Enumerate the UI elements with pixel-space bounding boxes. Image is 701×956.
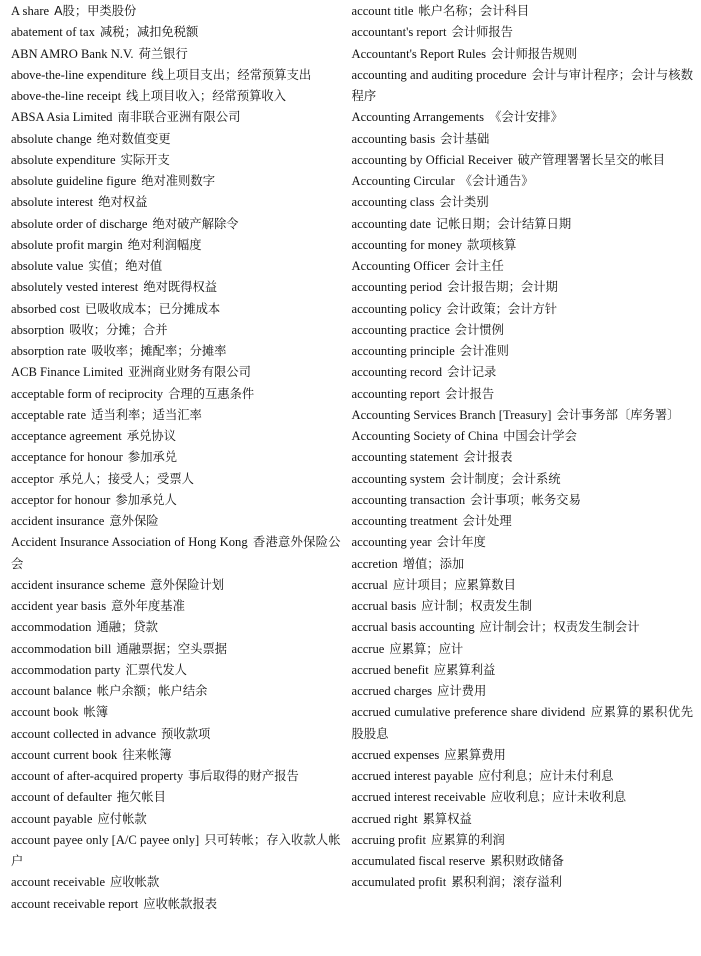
entry-definition: 绝对破产解除令 bbox=[152, 216, 239, 231]
entry-definition: 应累算费用 bbox=[444, 747, 506, 762]
dictionary-entry bbox=[11, 22, 341, 43]
entry-term: ABN AMRO Bank N.V. bbox=[11, 46, 134, 61]
entry-term: accounting policy bbox=[351, 301, 442, 316]
dictionary-entry bbox=[11, 702, 341, 723]
dictionary-entry bbox=[11, 235, 341, 256]
entry-term: absolute guideline figure bbox=[11, 174, 137, 188]
entry-definition: 应收帐款 bbox=[110, 875, 160, 890]
dictionary-entry bbox=[11, 660, 341, 681]
entry-definition: 线上项目收入；经常预算收入 bbox=[126, 89, 287, 103]
entry-term: acceptable rate bbox=[11, 407, 87, 422]
entry-term: Accounting Arrangements bbox=[351, 110, 485, 125]
entry-definition: 合理的互惠条件 bbox=[168, 386, 255, 401]
dictionary-entry bbox=[11, 129, 341, 150]
entry-term: accommodation bbox=[11, 620, 92, 635]
dictionary-entry bbox=[352, 22, 693, 43]
dictionary-entry bbox=[11, 65, 341, 86]
dictionary-entry bbox=[352, 107, 693, 128]
entry-definition: 南非联合亚洲有限公司 bbox=[117, 110, 241, 125]
entry-term: account of defaulter bbox=[11, 790, 112, 805]
dictionary-entry bbox=[11, 1, 341, 22]
entry-term: accounting principle bbox=[351, 344, 455, 358]
entry-term: Accounting Officer bbox=[351, 259, 450, 273]
entry-term: absolute change bbox=[11, 131, 92, 146]
entry-term: account balance bbox=[11, 684, 92, 698]
entry-term: accrual bbox=[351, 577, 388, 592]
entry-definition: 会计制度；会计系统 bbox=[449, 471, 561, 486]
entry-definition: 应付利息；应计未付利息 bbox=[478, 769, 614, 783]
entry-definition: 线上项目支出；经常预算支出 bbox=[151, 67, 312, 82]
entry-term: accounting treatment bbox=[351, 514, 458, 528]
entry-term: accident insurance bbox=[11, 514, 105, 528]
dictionary-entry bbox=[11, 192, 341, 213]
dictionary-entry bbox=[352, 447, 693, 468]
entry-definition: 帐户余额；帐户结余 bbox=[96, 684, 208, 698]
dictionary-entry bbox=[352, 44, 693, 65]
entry-term: Accounting Services Branch [Treasury] bbox=[351, 407, 552, 422]
entry-definition: 款项核算 bbox=[467, 237, 517, 252]
dictionary-entry bbox=[352, 1, 693, 22]
entry-term: absolute profit margin bbox=[11, 237, 123, 252]
entry-definition: A股；甲类股份 bbox=[54, 4, 137, 18]
entry-definition: 《会计安排》 bbox=[489, 110, 563, 125]
entry-definition: 应累算利益 bbox=[433, 662, 496, 677]
dictionary-entry bbox=[352, 575, 693, 596]
dictionary-entry bbox=[352, 554, 693, 575]
entry-term: accounting for money bbox=[351, 237, 463, 252]
entry-definition: 吸收；分摊；合并 bbox=[69, 322, 168, 337]
dictionary-entry bbox=[352, 426, 693, 447]
entry-definition: 已吸收成本；已分摊成本 bbox=[84, 301, 221, 316]
dictionary-entry bbox=[352, 256, 693, 277]
dictionary-entry bbox=[11, 639, 341, 660]
entry-term: accounting system bbox=[351, 471, 445, 486]
dictionary-entry bbox=[352, 745, 693, 766]
dictionary-entry bbox=[352, 681, 693, 702]
entry-definition: 会计与审计程序；会计与核数程序 bbox=[351, 67, 693, 103]
dictionary-entry bbox=[11, 214, 341, 235]
entry-definition: 会计报告 bbox=[445, 386, 495, 401]
dictionary-entry bbox=[11, 511, 341, 532]
dictionary-entry bbox=[352, 872, 693, 893]
entry-definition: 吸收率；摊配率；分摊率 bbox=[91, 344, 227, 358]
entry-term: accrued right bbox=[351, 811, 418, 826]
entry-term: account title bbox=[351, 4, 414, 18]
entry-term: Accounting Society of China bbox=[351, 429, 499, 443]
entry-term: account current book bbox=[11, 747, 118, 762]
dictionary-entry bbox=[11, 894, 341, 915]
entry-term: accounting year bbox=[351, 535, 432, 550]
entry-definition: 香港意外保险公会 bbox=[11, 535, 341, 571]
entry-definition: 帐户名称；会计科目 bbox=[418, 4, 530, 18]
entry-definition: 会计惯例 bbox=[454, 322, 504, 337]
entry-term: accumulated profit bbox=[351, 875, 447, 890]
dictionary-entry bbox=[352, 851, 693, 872]
dictionary-entry bbox=[352, 405, 693, 426]
entry-term: accounting basis bbox=[351, 131, 436, 146]
dictionary-entry bbox=[352, 809, 693, 830]
right-column bbox=[352, 1, 693, 956]
entry-definition: 会计年度 bbox=[436, 535, 486, 550]
dictionary-entry bbox=[11, 745, 341, 766]
entry-term: account collected in advance bbox=[11, 726, 157, 741]
entry-definition: 往来帐簿 bbox=[122, 747, 172, 762]
dictionary-entry bbox=[11, 256, 341, 277]
entry-term: acceptor bbox=[11, 471, 54, 486]
entry-term: accounting record bbox=[351, 365, 443, 380]
entry-definition: 帐簿 bbox=[83, 705, 109, 720]
entry-term: accumulated fiscal reserve bbox=[351, 854, 486, 868]
dictionary-entry bbox=[352, 532, 693, 553]
dictionary-entry bbox=[352, 787, 693, 808]
entry-term: accommodation bill bbox=[11, 641, 112, 656]
entry-term: abatement of tax bbox=[11, 25, 95, 40]
entry-definition: 应计制；权责发生制 bbox=[421, 599, 532, 613]
entry-term: acceptable form of reciprocity bbox=[11, 386, 164, 401]
entry-definition: 会计基础 bbox=[440, 131, 490, 146]
entry-term: Accounting Circular bbox=[351, 174, 455, 188]
entry-definition: 中国会计学会 bbox=[503, 429, 577, 443]
entry-definition: 破产管理署署长呈交的帐目 bbox=[517, 152, 666, 167]
dictionary-entry bbox=[11, 107, 341, 128]
entry-definition: 增值；添加 bbox=[402, 556, 465, 571]
entry-definition: 会计师报告规则 bbox=[491, 46, 578, 61]
dictionary-entry bbox=[352, 299, 693, 320]
entry-definition: 会计处理 bbox=[462, 514, 512, 528]
entry-definition: 会计报告期；会计期 bbox=[447, 280, 558, 295]
entry-definition: 会计准则 bbox=[459, 344, 509, 358]
entry-term: accrue bbox=[351, 641, 385, 656]
entry-definition: 通融票据；空头票据 bbox=[116, 641, 228, 656]
dictionary-entry bbox=[11, 490, 341, 511]
entry-definition: 预收款项 bbox=[161, 726, 211, 741]
entry-definition: 意外保险计划 bbox=[150, 577, 225, 592]
dictionary-entry bbox=[11, 277, 341, 298]
entry-definition: 应计项目；应累算数目 bbox=[392, 577, 516, 592]
dictionary-entry bbox=[11, 150, 341, 171]
entry-definition: 会计主任 bbox=[454, 259, 504, 273]
dictionary-entry bbox=[11, 405, 341, 426]
entry-term: acceptor for honour bbox=[11, 492, 111, 507]
entry-term: absolutely vested interest bbox=[11, 280, 139, 295]
entry-term: accident insurance scheme bbox=[11, 577, 146, 592]
entry-term: accounting date bbox=[351, 216, 431, 231]
entry-definition: 应计制会计；权责发生制会计 bbox=[479, 620, 640, 635]
entry-definition: 应累算；应计 bbox=[389, 641, 464, 656]
entry-definition: 绝对利润幅度 bbox=[127, 237, 202, 252]
entry-definition: 记帐日期；会计结算日期 bbox=[435, 216, 572, 231]
dictionary-entry bbox=[11, 596, 341, 617]
entry-term: accident year basis bbox=[11, 599, 107, 613]
dictionary-entry bbox=[11, 469, 341, 490]
entry-definition: 荷兰银行 bbox=[138, 46, 188, 61]
entry-term: absolute expenditure bbox=[11, 152, 116, 167]
dictionary-entry bbox=[11, 830, 341, 873]
entry-definition: 承兑协议 bbox=[126, 429, 177, 443]
entry-term: above-the-line receipt bbox=[11, 89, 122, 103]
dictionary-entry bbox=[11, 384, 341, 405]
entry-definition: 适当利率；适当汇率 bbox=[91, 407, 202, 422]
entry-term: accounting report bbox=[351, 386, 441, 401]
dictionary-entry bbox=[352, 596, 693, 617]
dictionary-entry bbox=[11, 766, 341, 787]
entry-term: Accident Insurance Association of Hong Kong bbox=[11, 535, 248, 550]
entry-term: account payable bbox=[11, 811, 93, 826]
entry-definition: 会计记录 bbox=[447, 365, 497, 380]
dictionary-entry bbox=[352, 65, 693, 108]
entry-term: account payee only [A/C payee only] bbox=[11, 832, 200, 847]
entry-term: accrual basis bbox=[351, 599, 417, 613]
dictionary-entry bbox=[11, 447, 341, 468]
dictionary-entry bbox=[352, 341, 693, 362]
entry-definition: 会计师报告 bbox=[451, 25, 513, 40]
entry-definition: 实际开支 bbox=[120, 152, 170, 167]
entry-definition: 绝对准则数字 bbox=[141, 174, 215, 188]
entry-definition: 意外年度基准 bbox=[111, 599, 185, 613]
entry-definition: 会计类别 bbox=[439, 195, 489, 210]
entry-term: accrued benefit bbox=[351, 662, 429, 677]
entry-definition: 应累算的累积优先股股息 bbox=[351, 705, 693, 741]
entry-definition: 汇票代发人 bbox=[125, 662, 187, 677]
entry-term: ACB Finance Limited bbox=[11, 365, 123, 380]
dictionary-entry bbox=[352, 766, 693, 787]
entry-definition: 承兑人；接受人；受票人 bbox=[58, 471, 194, 486]
dictionary-entry bbox=[11, 681, 341, 702]
dictionary-entry bbox=[11, 44, 341, 65]
entry-definition: 《会计通告》 bbox=[459, 174, 534, 188]
entry-term: accounting transaction bbox=[351, 492, 466, 507]
entry-definition: 减税；减扣免税额 bbox=[99, 25, 199, 40]
entry-definition: 会计事务部〔库务署〕 bbox=[556, 407, 680, 422]
entry-term: absolute interest bbox=[11, 195, 94, 210]
entry-definition: 应累算的利润 bbox=[431, 832, 505, 847]
dictionary-entry bbox=[352, 362, 693, 383]
entry-definition: 实值；绝对值 bbox=[88, 259, 163, 273]
entry-definition: 参加承兑 bbox=[127, 450, 178, 465]
entry-term: accrued interest receivable bbox=[351, 790, 486, 805]
entry-term: account receivable report bbox=[11, 896, 139, 911]
dictionary-entry bbox=[352, 639, 693, 660]
dictionary-entry bbox=[352, 469, 693, 490]
dictionary-entry bbox=[352, 150, 693, 171]
left-column bbox=[11, 1, 341, 956]
entry-term: account of after-acquired property bbox=[11, 769, 184, 783]
entry-term: A share bbox=[11, 4, 50, 18]
entry-term: absolute order of discharge bbox=[11, 216, 148, 231]
dictionary-entry bbox=[352, 192, 693, 213]
entry-term: ABSA Asia Limited bbox=[11, 110, 113, 125]
entry-definition: 绝对权益 bbox=[98, 195, 148, 210]
dictionary-entry bbox=[352, 171, 693, 192]
dictionary-entry bbox=[352, 702, 693, 745]
entry-term: accounting statement bbox=[351, 450, 459, 465]
entry-definition: 应计费用 bbox=[437, 684, 487, 698]
dictionary-entry bbox=[11, 86, 341, 107]
entry-definition: 意外保险 bbox=[109, 514, 159, 528]
dictionary-entry bbox=[352, 830, 693, 851]
entry-term: accretion bbox=[351, 556, 398, 571]
entry-term: absolute value bbox=[11, 259, 84, 273]
dictionary-entry bbox=[11, 426, 341, 447]
entry-definition: 会计事项；帐务交易 bbox=[470, 492, 581, 507]
entry-definition: 绝对既得权益 bbox=[143, 280, 218, 295]
entry-term: absorption bbox=[11, 322, 65, 337]
entry-term: accrued cumulative preference share dividend bbox=[351, 705, 586, 720]
entry-definition: 累算权益 bbox=[422, 811, 472, 826]
dictionary-entry bbox=[352, 490, 693, 511]
entry-term: acceptance for honour bbox=[11, 450, 123, 465]
entry-term: accounting practice bbox=[351, 322, 450, 337]
entry-term: account book bbox=[11, 705, 79, 720]
entry-term: accounting and auditing procedure bbox=[351, 67, 527, 82]
entry-term: accounting class bbox=[351, 195, 435, 210]
entry-definition: 通融；贷款 bbox=[96, 620, 158, 635]
entry-definition: 拖欠帐目 bbox=[116, 790, 166, 805]
dictionary-entry bbox=[11, 787, 341, 808]
entry-term: accrued charges bbox=[351, 684, 433, 698]
dictionary-entry bbox=[11, 724, 341, 745]
entry-term: acceptance agreement bbox=[11, 429, 122, 443]
dictionary-entry bbox=[11, 341, 341, 362]
entry-term: above-the-line expenditure bbox=[11, 67, 147, 82]
entry-definition: 会计报表 bbox=[463, 450, 513, 465]
dictionary-entry bbox=[352, 320, 693, 341]
entry-term: accounting period bbox=[351, 280, 443, 295]
entry-definition: 累积利润；滚存溢利 bbox=[451, 875, 562, 890]
entry-definition: 累积财政储备 bbox=[490, 854, 564, 868]
entry-term: Accountant's Report Rules bbox=[351, 46, 487, 61]
dictionary-entry bbox=[352, 235, 693, 256]
dictionary-entry bbox=[11, 617, 341, 638]
entry-term: accommodation party bbox=[11, 662, 121, 677]
dictionary-entry bbox=[11, 575, 341, 596]
dictionary-entry bbox=[11, 362, 341, 383]
entry-definition: 应收利息；应计未收利息 bbox=[490, 790, 627, 805]
dictionary-entry bbox=[11, 320, 341, 341]
entry-term: accruing profit bbox=[351, 832, 427, 847]
dictionary-entry bbox=[11, 532, 341, 575]
entry-term: accrued interest payable bbox=[351, 769, 474, 783]
entry-definition: 亚洲商业财务有限公司 bbox=[127, 365, 251, 380]
entry-term: accountant's report bbox=[351, 25, 447, 40]
entry-definition: 事后取得的财产报告 bbox=[188, 769, 299, 783]
dictionary-entry bbox=[11, 872, 341, 893]
dictionary-entry bbox=[11, 809, 341, 830]
entry-definition: 绝对数值变更 bbox=[96, 131, 171, 146]
entry-definition: 参加承兑人 bbox=[115, 492, 177, 507]
entry-term: account receivable bbox=[11, 875, 106, 890]
entry-term: accounting by Official Receiver bbox=[351, 152, 513, 167]
entry-definition: 应收帐款报表 bbox=[143, 896, 218, 911]
entry-term: absorbed cost bbox=[11, 301, 80, 316]
entry-definition: 会计政策；会计方针 bbox=[446, 301, 558, 316]
dictionary-entry bbox=[11, 171, 341, 192]
entry-definition: 只可转帐；存入收款人帐户 bbox=[11, 832, 341, 868]
dictionary-entry bbox=[352, 129, 693, 150]
entry-definition: 应付帐款 bbox=[97, 811, 147, 826]
dictionary-entry bbox=[352, 511, 693, 532]
dictionary-entry bbox=[352, 660, 693, 681]
entry-term: accrual basis accounting bbox=[351, 620, 475, 635]
dictionary-entry bbox=[11, 299, 341, 320]
entry-term: absorption rate bbox=[11, 344, 87, 358]
dictionary-entry bbox=[352, 617, 693, 638]
dictionary-entry bbox=[352, 214, 693, 235]
dictionary-entry bbox=[352, 277, 693, 298]
entry-term: accrued expenses bbox=[351, 747, 440, 762]
dictionary-entry bbox=[352, 384, 693, 405]
